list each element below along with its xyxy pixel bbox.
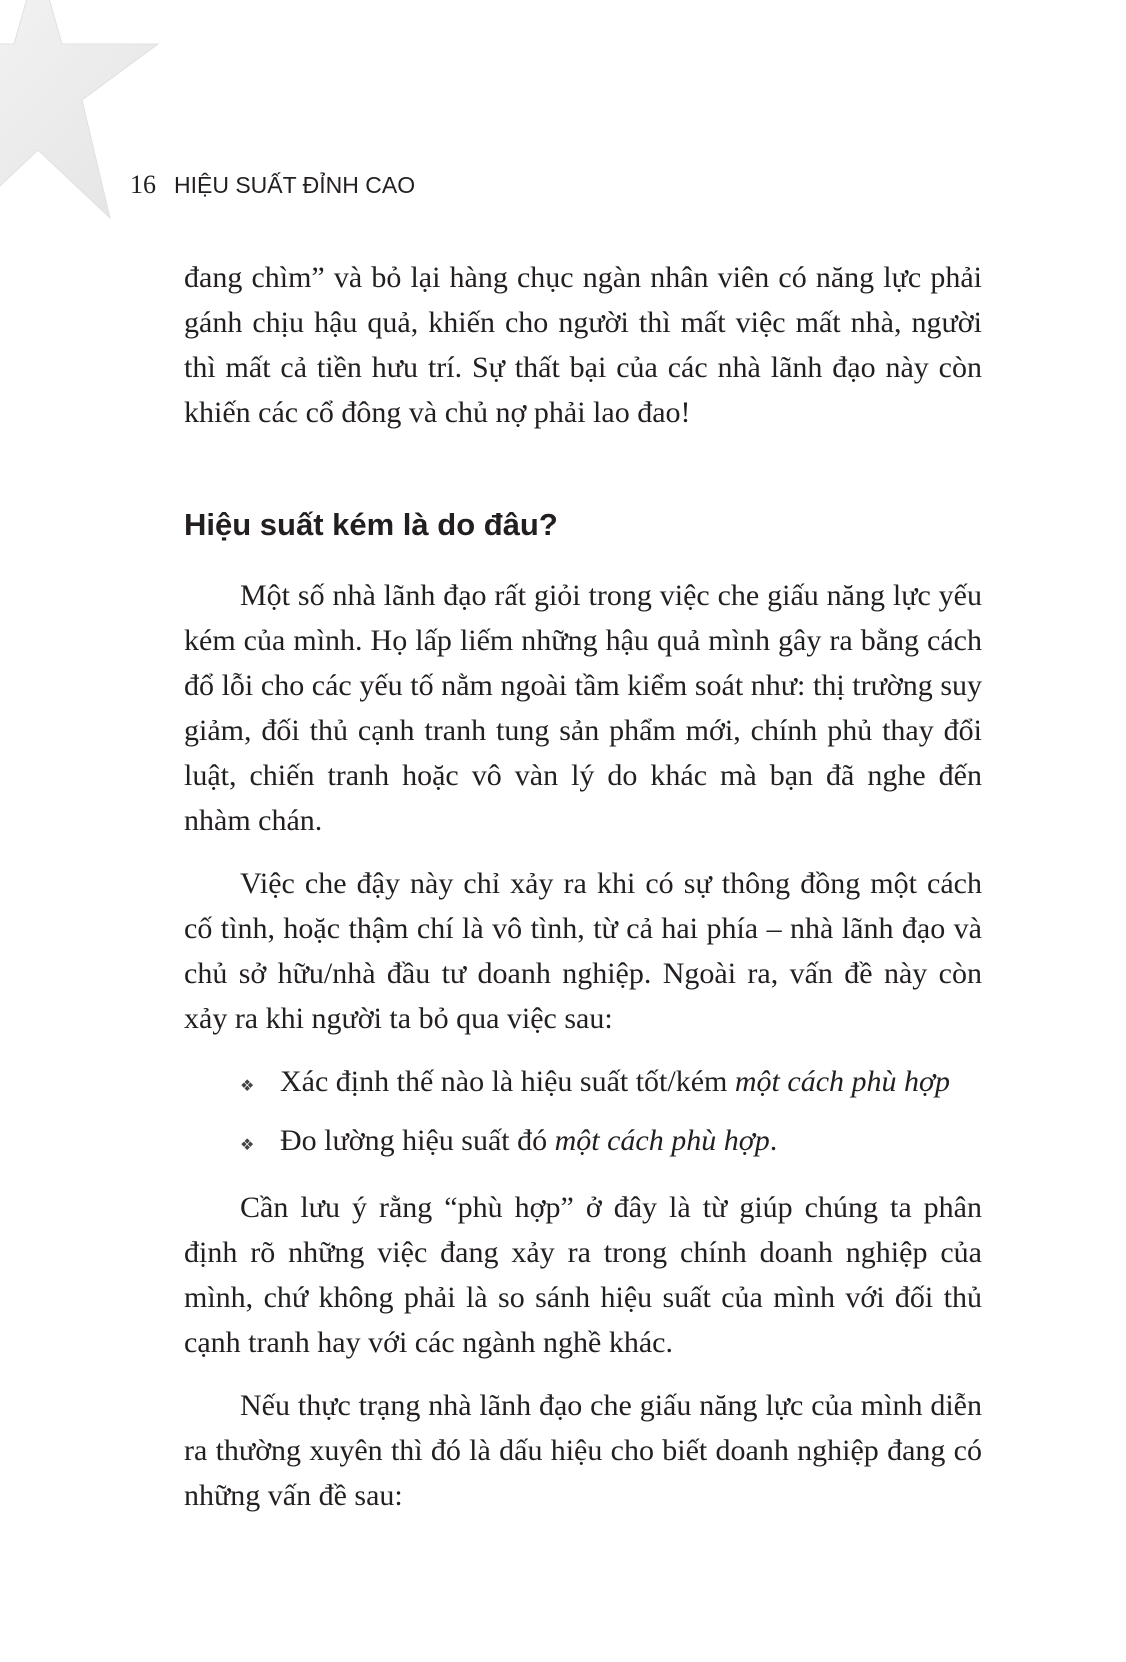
- bullet-item: [184, 1059, 982, 1108]
- section-heading: Hiệu suất kém là do đâu?: [184, 507, 558, 542]
- running-title: HIỆU SUẤT ĐỈNH CAO: [174, 172, 416, 198]
- star-icon: [0, 0, 240, 260]
- bullet-list: [184, 1059, 982, 1167]
- bullet-emphasis: một cách phù hợp: [554, 1124, 770, 1157]
- continued-paragraph: đang chìm” và bỏ lại hàng chục ngàn nhân viên có năng lực phải gánh chịu hậu quả, khiến cho người thì mất việc mất nhà, người thì mất cả tiền hưu trí. Sự thất bại của các nhà lãnh đạo này còn khiến các cổ đông và chủ nợ phải lao đao!: [184, 261, 982, 429]
- paragraph-3: Cần lưu ý rằng “phù hợp” ở đây là từ giúp chúng ta phân định rõ những việc đang xảy ra trong chính doanh nghiệp của mình, chứ không phải là so sánh hiệu suất của mình với đối thủ cạnh tranh hay với các ngành nghề khác.: [184, 1191, 982, 1359]
- bullet-text: Xác định thế nào là hiệu suất tốt/kém một cách phù hợp: [280, 1065, 951, 1098]
- diamond-bullet-icon: ❖: [240, 1135, 255, 1154]
- page-number: 16: [130, 170, 156, 199]
- paragraph-2: Việc che đậy này chỉ xảy ra khi có sự thông đồng một cách cố tình, hoặc thậm chí là vô tình, từ cả hai phía – nhà lãnh đạo và chủ sở hữu/nhà đầu tư doanh nghiệp. Ngoài ra, vấn đề này còn xảy ra khi người ta bỏ qua việc sau:: [184, 867, 982, 1035]
- bullet-text: Đo lường hiệu suất đó một cách phù hợp.: [280, 1124, 778, 1157]
- bullet-item: [184, 1118, 982, 1167]
- paragraph-4: Nếu thực trạng nhà lãnh đạo che giấu năng lực của mình diễn ra thường xuyên thì đó là dấu hiệu cho biết doanh nghiệp đang có những vấn đề sau:: [184, 1389, 982, 1512]
- bullet-emphasis: một cách phù hợp: [734, 1065, 951, 1098]
- paragraph-1: Một số nhà lãnh đạo rất giỏi trong việc che giấu năng lực yếu kém của mình. Họ lấp liếm những hậu quả mình gây ra bằng cách đổ lỗi cho các yếu tố nằm ngoài tầm kiểm soát như: thị trường suy giảm, đối thủ cạnh tranh tung sản phẩm mới, chính phủ thay đổi luật, chiến tranh hoặc vô vàn lý do khác mà bạn đã nghe đến nhàm chán.: [184, 579, 982, 837]
- running-header: [130, 170, 415, 200]
- page-body: [184, 255, 982, 1518]
- diamond-bullet-icon: ❖: [240, 1076, 255, 1095]
